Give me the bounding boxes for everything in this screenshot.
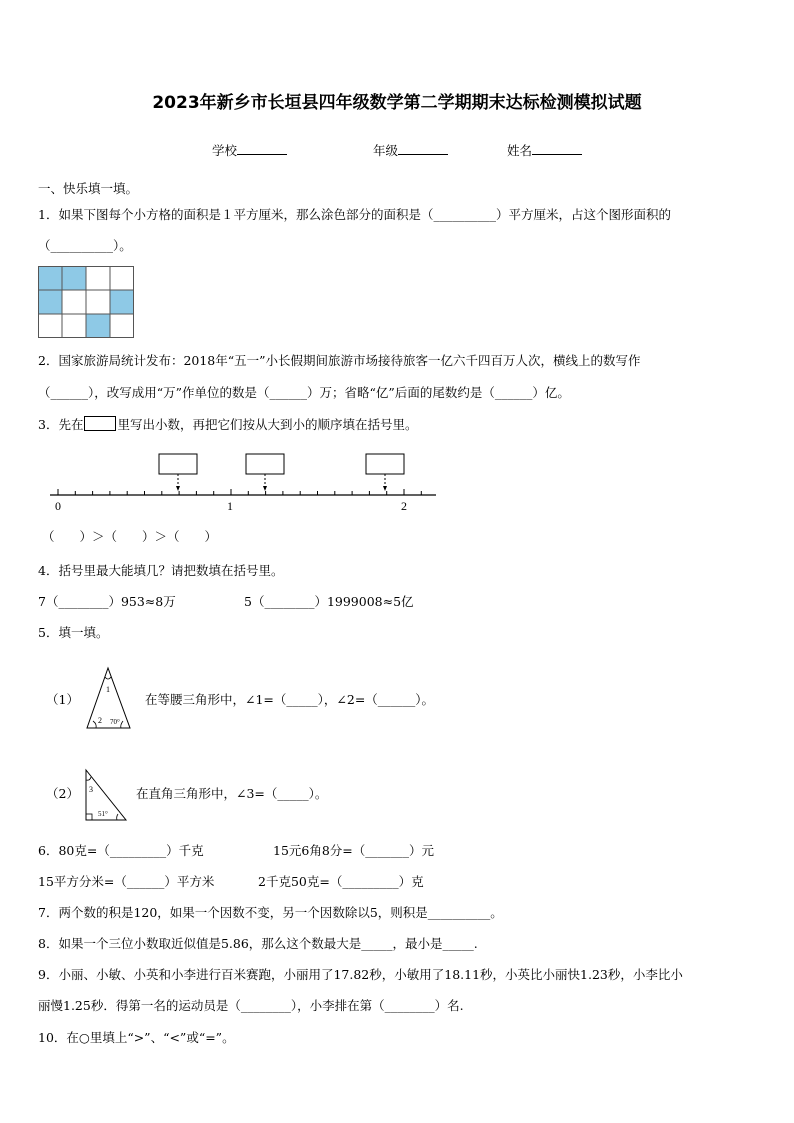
q2-line2: （______），改写成用“万”作单位的数是（______）万；省略“亿”后面的尾数约是（______）亿。 xyxy=(38,385,570,400)
q4-a: 7（________）953≈8万 xyxy=(38,594,176,609)
page-title: 2023年新乡市长垣县四年级数学第二学期期末达标检测模拟试题 xyxy=(152,93,642,113)
angle-3-label: 3 xyxy=(89,785,93,794)
q3-suffix: 里写出小数，再把它们按从大到小的顺序填在括号里。 xyxy=(117,417,418,432)
q5-p2-text: 在直角三角形中，∠3=（_____）。 xyxy=(136,786,328,801)
tick-label-0: 0 xyxy=(55,499,61,513)
q1-line1: 1．如果下图每个小方格的面积是１平方厘米，那么涂色部分的面积是（__________）平方厘米，占这个图形面积的 xyxy=(38,207,671,222)
grid-cell-shaded xyxy=(62,266,86,290)
q5-p1-number: （1） xyxy=(46,692,79,707)
q3-order-blanks: （ ）＞（ ）＞（ ） xyxy=(42,529,218,544)
name-field[interactable] xyxy=(507,141,582,159)
grade-label: 年级 xyxy=(373,143,399,158)
q3-line xyxy=(38,416,417,433)
q3-sample-box xyxy=(84,416,116,431)
q6-c: 15平方分米=（______）平方米 xyxy=(38,874,215,889)
angle-70-label: 70° xyxy=(110,718,120,726)
q6-a: 6．80克=（_________）千克 xyxy=(38,843,204,858)
tick-label-1: 1 xyxy=(227,499,233,513)
q8: 8．如果一个三位小数取近似值是5.86，那么这个数最大是_____，最小是_____. xyxy=(38,936,478,951)
name-label: 姓名 xyxy=(507,143,533,158)
q1-grid-figure xyxy=(38,266,134,338)
q9-line2: 丽慢1.25秒．得第一名的运动员是（________），小李排在第（________）名. xyxy=(38,998,464,1013)
q6-d: 2千克50克=（_________）克 xyxy=(258,874,424,889)
q5-p1-text: 在等腰三角形中，∠1=（_____），∠2=（______）。 xyxy=(145,692,435,707)
grid-cell-shaded xyxy=(86,314,110,338)
q5-text: 5．填一填。 xyxy=(38,625,109,640)
q6-b: 15元6角8分=（_______）元 xyxy=(273,843,435,858)
right-triangle-figure xyxy=(84,768,130,822)
grid-cell-shaded xyxy=(38,290,62,314)
angle-1-label: 1 xyxy=(106,685,110,694)
angle-2-label: 2 xyxy=(98,716,102,725)
grade-field[interactable] xyxy=(373,141,448,159)
angle-51-label: 51° xyxy=(98,810,108,818)
q3-prefix: 3．先在 xyxy=(38,417,84,432)
q7: 7．两个数的积是120，如果一个因数不变，另一个因数除以5，则积是__________。 xyxy=(38,905,503,920)
q10: 10．在○里填上“>”、“<”或“=”。 xyxy=(38,1030,235,1045)
q1-line2: （__________）。 xyxy=(38,238,132,253)
section-heading: 一、快乐填一填。 xyxy=(38,181,139,196)
q9-line1: 9．小丽、小敏、小英和小李进行百米赛跑，小丽用了17.82秒，小敏用了18.11秒，小英比小丽快1.23秒，小李比小 xyxy=(38,967,683,982)
school-label: 学校 xyxy=(212,143,238,158)
answer-box-1 xyxy=(159,454,197,474)
q4-b: 5（________）1999008≈5亿 xyxy=(244,594,414,609)
grid-cell-shaded xyxy=(110,290,134,314)
number-line xyxy=(48,450,440,516)
q4-text: 4．括号里最大能填几？请把数填在括号里。 xyxy=(38,563,284,578)
tick-label-2: 2 xyxy=(401,499,407,513)
isosceles-triangle-figure xyxy=(84,666,134,732)
q5-p2-number: （2） xyxy=(46,786,79,801)
school-field[interactable] xyxy=(212,141,287,159)
grid-cell-shaded xyxy=(38,266,62,290)
answer-box-2 xyxy=(246,454,284,474)
q2-line1: 2．国家旅游局统计发布：2018年“五一”小长假期间旅游市场接待旅客一亿六千四百万人次，横线上的数写作 xyxy=(38,353,641,368)
answer-box-3 xyxy=(366,454,404,474)
